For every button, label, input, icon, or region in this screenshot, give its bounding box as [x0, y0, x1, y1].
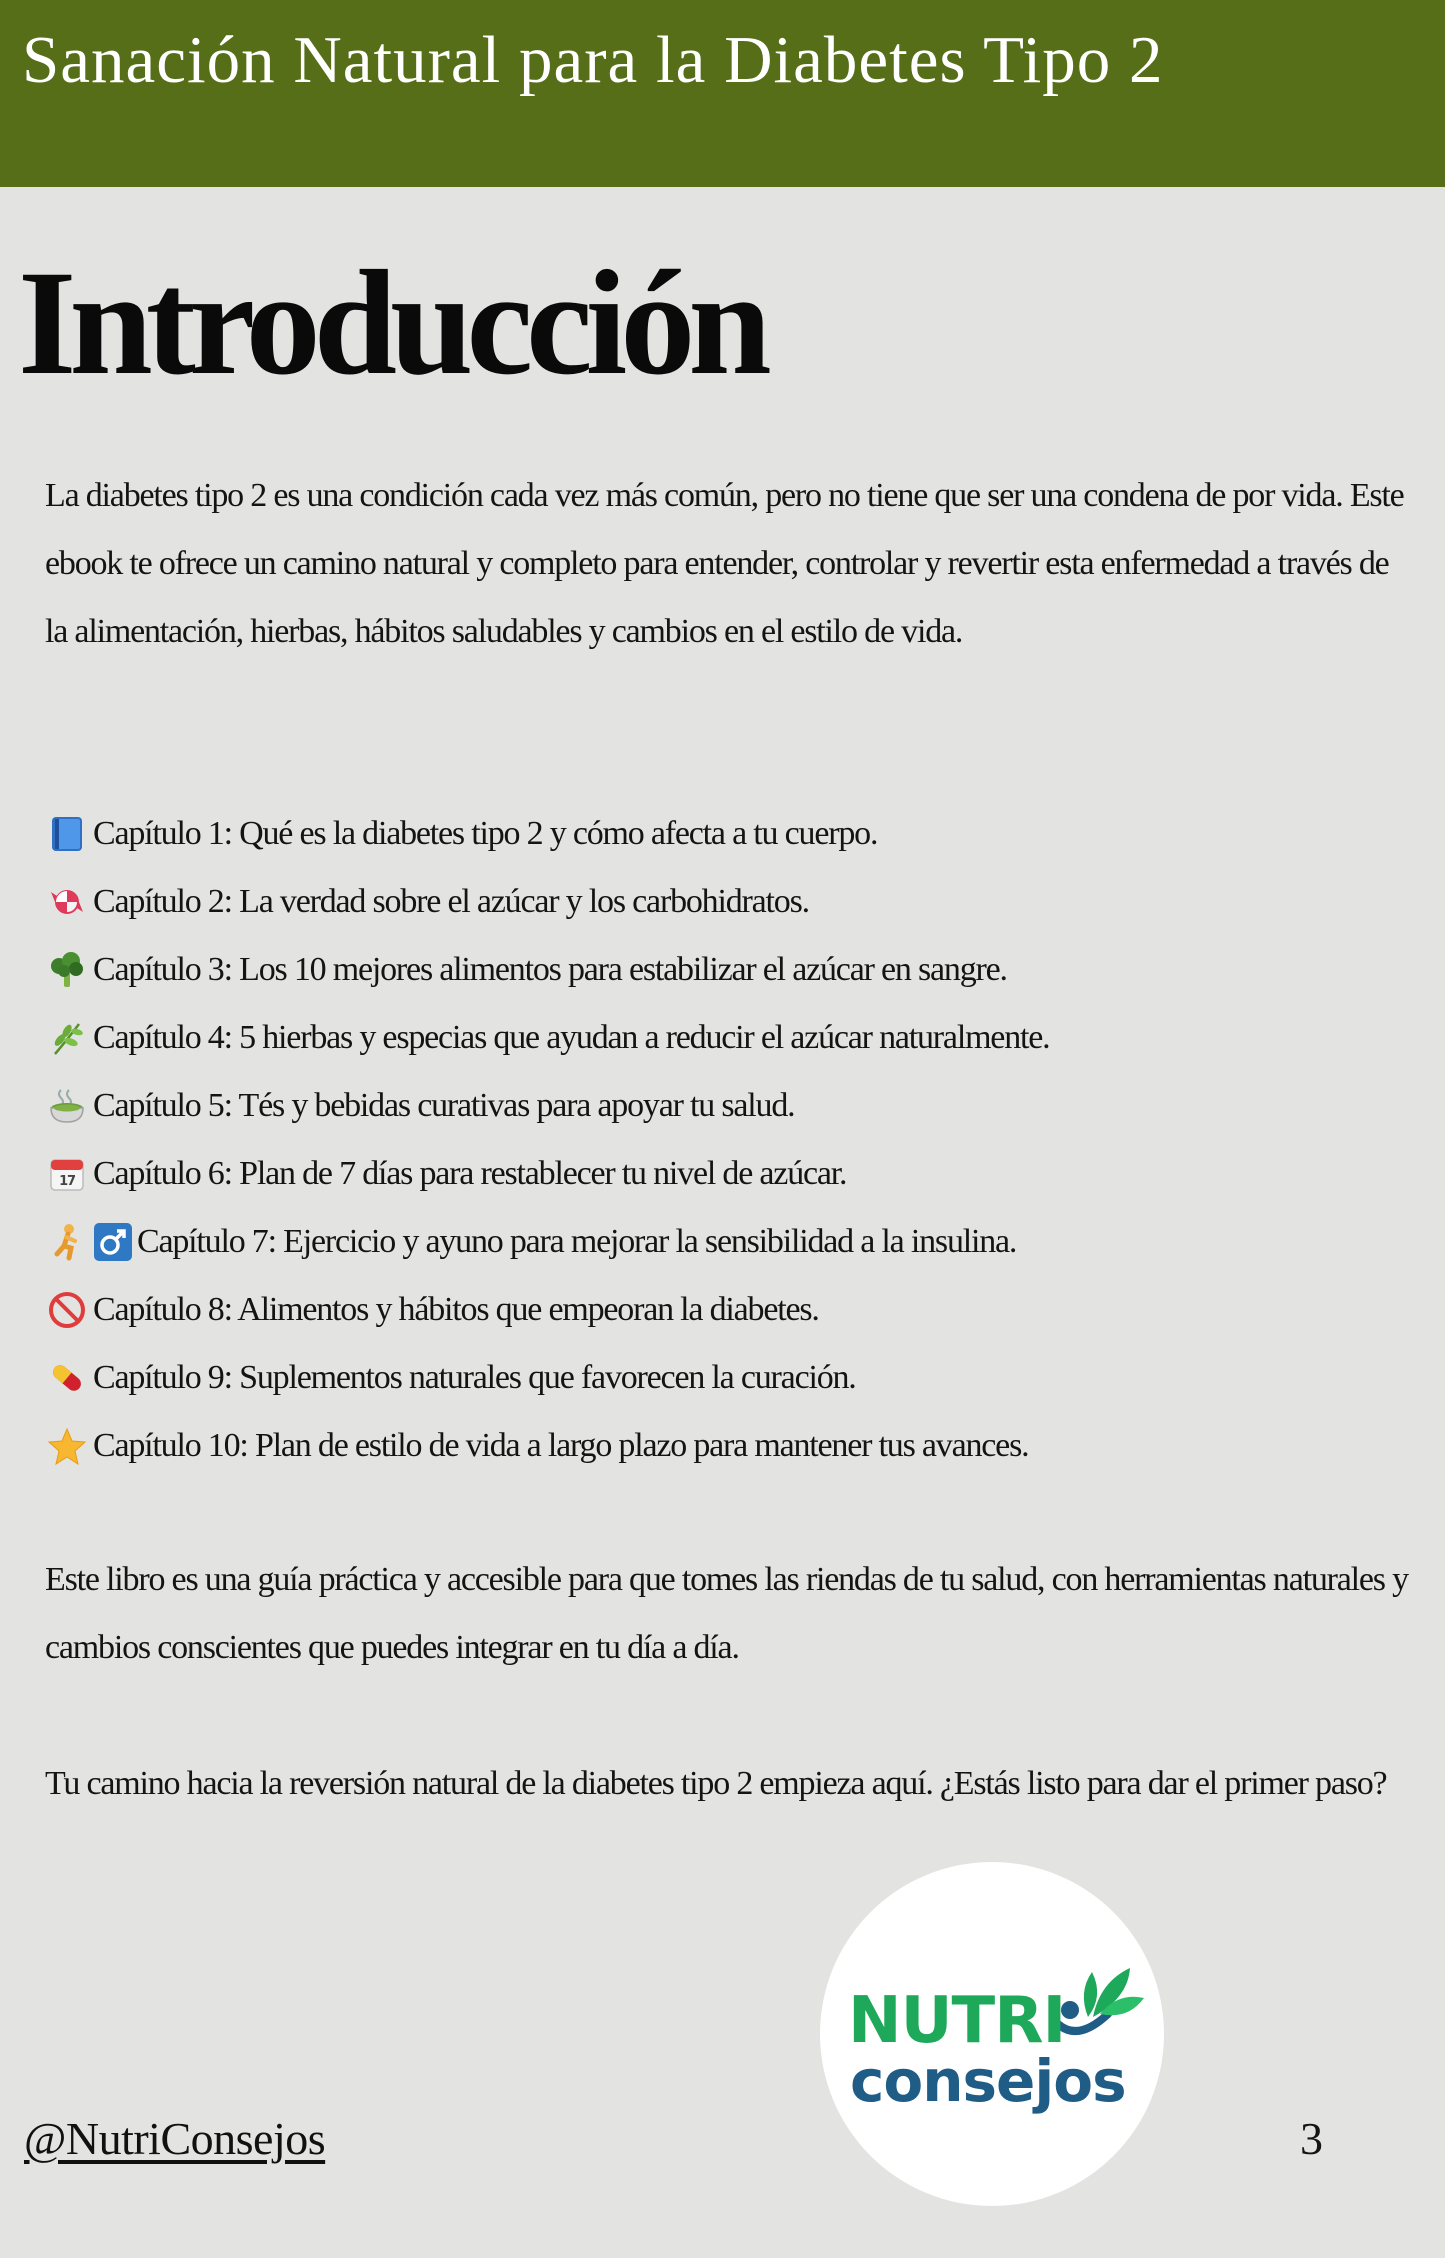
chapter-list: [45, 800, 1405, 1480]
chapter-text: Capítulo 1: Qué es la diabetes tipo 2 y cómo afecta a tu cuerpo.: [93, 815, 878, 852]
social-handle-link[interactable]: @NutriConsejos: [24, 2113, 326, 2164]
pill-icon: [45, 1358, 89, 1398]
page-title: Introducción: [18, 240, 765, 406]
running-man-icon: [45, 1222, 89, 1262]
chapter-item-3: [45, 936, 1405, 1004]
chapter-item-7: [45, 1208, 1405, 1276]
chapter-item-4: [45, 1004, 1405, 1072]
chapter-item-1: [45, 800, 1405, 868]
star-icon: [45, 1426, 89, 1466]
male-sign-icon: [93, 1222, 133, 1262]
broccoli-icon: [45, 950, 89, 990]
chapter-text: Capítulo 6: Plan de 7 días para restablecer tu nivel de azúcar.: [93, 1155, 847, 1192]
chapter-text: Capítulo 4: 5 hierbas y especias que ayudan a reducir el azúcar naturalmente.: [93, 1019, 1050, 1056]
header-title: Sanación Natural para la Diabetes Tipo 2: [22, 23, 1164, 97]
header-bar: [0, 0, 1445, 187]
candy-icon: [45, 882, 89, 922]
chapter-item-6: [45, 1140, 1405, 1208]
chapter-text: Capítulo 10: Plan de estilo de vida a largo plazo para mantener tus avances.: [93, 1427, 1029, 1464]
blue-book-icon: [45, 814, 89, 854]
logo-text-nutri: NUTRI: [848, 1984, 1066, 2058]
chapter-text: Capítulo 7: Ejercicio y ayuno para mejorar la sensibilidad a la insulina.: [137, 1223, 1017, 1260]
chapter-item-8: [45, 1276, 1405, 1344]
closing-paragraph-2: Tu camino hacia la reversión natural de la diabetes tipo 2 empieza aquí. ¿Estás listo para dar el primer paso?: [45, 1765, 1387, 1802]
calendar-icon: [45, 1154, 89, 1194]
closing-paragraph-1: Este libro es una guía práctica y accesible para que tomes las riendas de tu salud, con herramientas naturales y cambios conscientes que puedes integrar en tu día a día.: [45, 1561, 1408, 1666]
chapter-item-10: [45, 1412, 1405, 1480]
chapter-item-9: [45, 1344, 1405, 1412]
chapter-text: Capítulo 9: Suplementos naturales que favorecen la curación.: [93, 1359, 856, 1396]
herb-icon: [45, 1018, 89, 1058]
chapter-text: Capítulo 8: Alimentos y hábitos que empeoran la diabetes.: [93, 1291, 819, 1328]
svg-text:17: 17: [59, 1174, 75, 1189]
chapter-item-2: [45, 868, 1405, 936]
page-number: 3: [1300, 2113, 1323, 2164]
chapter-text: Capítulo 3: Los 10 mejores alimentos para estabilizar el azúcar en sangre.: [93, 951, 1007, 988]
chapter-text: Capítulo 5: Tés y bebidas curativas para apoyar tu salud.: [93, 1087, 795, 1124]
tea-cup-icon: [45, 1086, 89, 1126]
prohibited-icon: [45, 1290, 89, 1330]
chapter-item-5: [45, 1072, 1405, 1140]
nutriconsejos-logo: [820, 1862, 1164, 2206]
logo-text-consejos: consejos: [850, 2047, 1126, 2115]
chapter-text: Capítulo 2: La verdad sobre el azúcar y los carbohidratos.: [93, 883, 809, 920]
intro-paragraph: La diabetes tipo 2 es una condición cada vez más común, pero no tiene que ser una condena de por vida. Este ebook te ofrece un camino natural y completo para entender, controlar y revertir esta enfermedad a través de la alimentación, hierbas, hábitos saludables y cambios en el estilo de vida.: [45, 477, 1404, 650]
